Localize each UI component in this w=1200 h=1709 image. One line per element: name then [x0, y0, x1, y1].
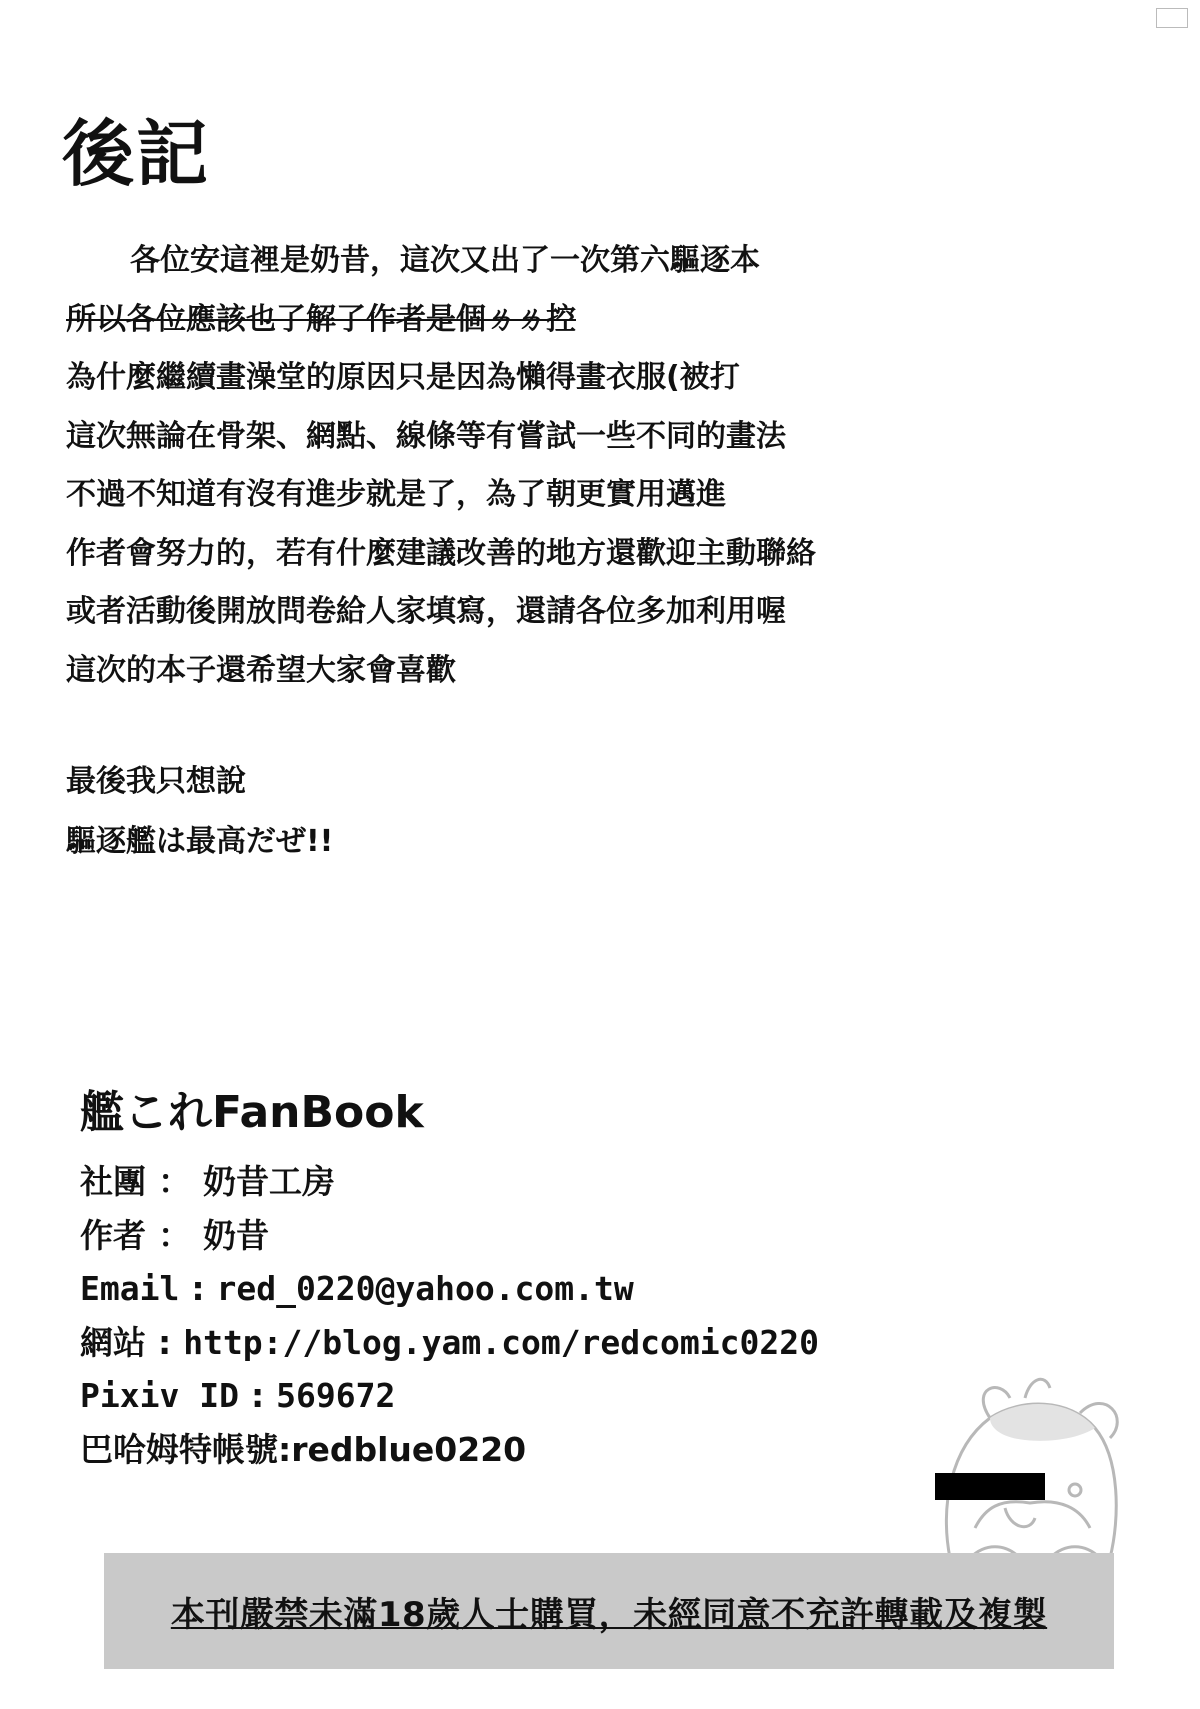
- afterword-line: 作者會努力的，若有什麼建議改善的地方還歡迎主動聯絡: [66, 535, 816, 571]
- afterword-line: 這次無論在骨架、網點、線條等有嘗試一些不同的畫法: [66, 418, 786, 454]
- age-restriction-banner: [104, 1553, 1114, 1669]
- afterword-closing: [66, 752, 333, 872]
- afterword-title: 後記: [62, 112, 211, 196]
- colophon: [80, 1083, 819, 1476]
- chibi-character-illustration: [930, 1358, 1130, 1563]
- circle-value: 奶昔工房: [203, 1162, 335, 1201]
- pixiv-value: 569672: [276, 1376, 396, 1415]
- afterword-line: 為什麼繼續畫澡堂的原因只是因為懶得畫衣服(被打: [66, 360, 740, 395]
- pixiv-row: [80, 1369, 819, 1423]
- website-label: 網站: [80, 1322, 146, 1362]
- separator: :: [158, 1322, 172, 1362]
- pixiv-label: Pixiv ID: [80, 1376, 239, 1415]
- email-value: red_0220@yahoo.com.tw: [216, 1269, 634, 1308]
- separator: :: [250, 1376, 265, 1415]
- website-row: [80, 1316, 819, 1370]
- author-label: 作者: [80, 1215, 146, 1255]
- closing-line: 最後我只想說: [66, 764, 246, 799]
- afterword-body: [66, 232, 966, 700]
- email-row: [80, 1262, 819, 1316]
- afterword-line-struck: 所以各位應該也了解了作者是個ㄌㄌ控: [66, 301, 576, 337]
- website-value: http://blog.yam.com/redcomic0220: [183, 1322, 819, 1362]
- separator: :: [191, 1269, 205, 1308]
- bahamut-row: [80, 1423, 819, 1477]
- separator: :: [278, 1429, 292, 1469]
- bahamut-label: 巴哈姆特帳號: [80, 1429, 278, 1469]
- age-restriction-notice: 本刊嚴禁未滿18歲人士購買，未經同意不充許轉載及複製: [170, 1594, 1048, 1635]
- afterword-line: 各位安這裡是奶昔，這次又出了一次第六驅逐本: [130, 243, 760, 278]
- afterword-line: 不過不知道有沒有進步就是了，為了朝更實用邁進: [66, 477, 726, 512]
- author-row: [80, 1209, 819, 1263]
- author-value: 奶昔: [203, 1215, 269, 1255]
- bahamut-value: redblue0220: [291, 1429, 527, 1469]
- censor-bar: [935, 1473, 1045, 1500]
- afterword-line: 這次的本子還希望大家會喜歡: [66, 652, 456, 688]
- closing-line: 驅逐艦は最高だぜ!!: [66, 824, 334, 859]
- separator: ：: [158, 1162, 191, 1201]
- book-title: 艦これFanBook: [80, 1087, 424, 1138]
- afterword-line: 或者活動後開放問卷給人家填寫，還請各位多加利用喔: [66, 594, 786, 629]
- circle-label: 社團: [80, 1162, 146, 1201]
- separator: ：: [158, 1215, 191, 1255]
- email-label: Email: [80, 1269, 180, 1308]
- page-corner-mark: [1156, 8, 1188, 28]
- circle-row: [80, 1155, 819, 1209]
